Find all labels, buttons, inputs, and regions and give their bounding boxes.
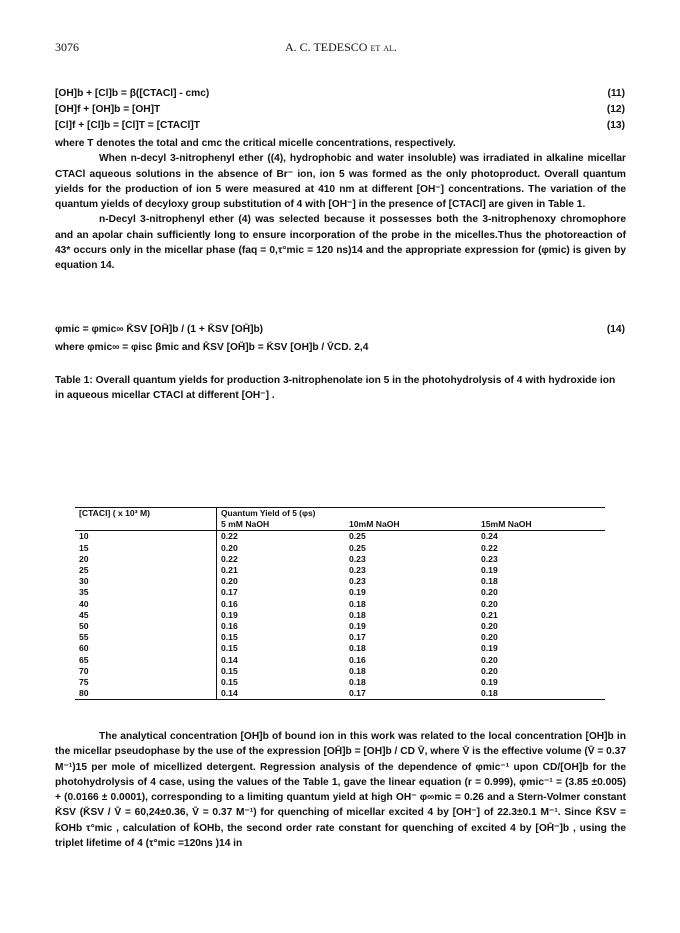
table-cell-yield: 0.15 [217,677,346,688]
table-row [75,576,605,587]
table-cell-yield: 0.17 [349,688,366,699]
paragraph-1: When n-decyl 3-nitrophenyl ether ((4), hydrophobic and water insoluble) was irradiated in alkaline micellar CTACl aqueous solutions in the absence of Br⁻ ion, ion 5 was formed as the only photoproduct. Overall quantum yields for the production of ion 5 were measured at 410 nm at different [OH⁻] concentrations. The variation of the quantum yields of decyloxy group substitution of 4 with [OH⁻] in the presence of [CTACl] are given in Table 1. [55,153,626,211]
table-cell-yield: 0.20 [217,576,346,587]
table-cell-yield: 0.22 [217,554,346,565]
table-cell-yield: 0.19 [349,587,366,598]
table-row [75,643,605,654]
table-cell-ctacl: 55 [79,632,89,643]
table-cell-ctacl: 70 [79,665,89,676]
equation-number: (13) [606,120,625,131]
table-cell-yield: 0.25 [349,531,366,542]
col-header-10mm: 10mM NaOH [345,519,477,531]
table-cell-yield: 0.23 [349,553,366,564]
table-caption-text: : Overall quantum yields for production 3-nitrophenolate ion 5 in the photohydrolysis of 4 with hydroxide ion in aqueous micellar CTACl at different [OH⁻] . [55,375,616,401]
table-body [75,531,605,700]
table-cell-ctacl: 15 [79,542,89,553]
paragraph-where-14: where φmic∞ = φisc βmic and K̄SV [OH̄]b = K̄SV [OH]b / V̄CD. 2,4 [55,342,369,353]
table-cell-yield: 0.25 [349,542,366,553]
col-header-5mm: 5 mM NaOH [217,519,346,531]
table-cell-yield: 0.20 [481,665,498,676]
table-row [75,565,605,576]
table-row [75,677,605,688]
table-cell-yield: 0.23 [481,553,498,564]
table-cell-yield: 0.21 [481,609,498,620]
table-cell-yield: 0.19 [481,676,498,687]
table-cell-yield: 0.19 [481,565,498,576]
table-cell-yield: 0.16 [349,654,366,665]
table-cell-yield: 0.22 [217,531,346,543]
equation-number: (14) [606,324,625,335]
equation-text: [OH]b + [Cl]b = β([CTACl] - cmc) [55,88,210,99]
table-row [75,531,605,543]
table-cell-ctacl: 35 [79,587,89,598]
paragraph-where: where T denotes the total and cmc the critical micelle concentrations, respectively. [55,138,456,149]
table-cell-ctacl: 60 [79,643,89,654]
table-cell-yield: 0.14 [217,654,346,665]
table-cell-ctacl: 40 [79,598,89,609]
table-cell-yield: 0.20 [481,632,498,643]
table-cell-yield: 0.15 [217,666,346,677]
table-cell-yield: 0.14 [217,688,346,700]
table-cell-yield: 0.20 [481,587,498,598]
table-row [75,666,605,677]
table-cell-ctacl: 50 [79,620,89,631]
table-cell-yield: 0.24 [481,531,498,542]
paragraph-3: The analytical concentration [OH]b of bound ion in this work was related to the local concentration [OH]b in the micellar pseudophase by the use of the expression [OH̄]b = [OH]b / CD V̄, where V̄ is the effective volume (V̄ = 0.37 M⁻¹)15 per mole of micellized detergent. Regression analysis of the dependence of φmic⁻¹ upon CD/[OH]b for the photohydrolysis of 4 case, using the values of the Table 1, gave the linear equation (r = 0.999), φmic⁻¹ = (3.85 ±0.005) + (0.0166 ± 0.0001), corresponding to a limiting quantum yield at high OH⁻ φ∞mic = 0.26 and a Stern-Volmer constant K̄SV (K̄SV / V̄ = 60,24±0.36, V̄ = 0.37 M⁻¹) for quenching of micellar excited 4 by [OH⁻] of 22.3±0.1 M⁻¹. Since K̄SV = k̄OHb τ°mic , calculation of k̄OHb, the second order rate constant for quenching of excited 4 by [OH̄⁻]b , using the triplet lifetime of 4 (τ°mic =120ns )14 in [55,731,626,850]
table-cell-yield: 0.20 [481,620,498,631]
table-cell-ctacl: 20 [79,553,89,564]
page-number: 3076 [55,40,79,54]
table-cell-ctacl: 80 [79,688,89,699]
table-cell-yield: 0.21 [217,565,346,576]
table-cell-ctacl: 45 [79,609,89,620]
table-row [75,587,605,598]
equation-12 [55,104,625,118]
table-cell-yield: 0.18 [349,665,366,676]
table-cell-yield: 0.15 [217,632,346,643]
equation-number: (12) [606,104,625,115]
table-cell-yield: 0.19 [481,643,498,654]
table-cell-yield: 0.18 [349,676,366,687]
paragraph-2: n-Decyl 3-nitrophenyl ether (4) was selected because it possesses both the 3-nitrophenoxy chromophore and an apolar chain sufficiently long to ensure incorporation of the probe in the micelles.Thus the photoreaction of 43* occurs only in the micellar phase (faq = 0,τ°mic = 120 ns)14 and the appropriate expression for (φmic) is given by equation 14. [55,214,626,272]
equation-13 [55,120,625,134]
table-cell-yield: 0.20 [217,543,346,554]
equation-text: [Cl]f + [Cl]b = [Cl]T = [CTACl]T [55,120,200,131]
table-cell-ctacl: 75 [79,676,89,687]
table-caption [55,373,626,403]
equation-11 [55,88,625,102]
table-label: Table 1 [55,375,90,386]
table-cell-yield: 0.18 [349,598,366,609]
table-cell-yield: 0.16 [217,621,346,632]
table-cell-yield: 0.18 [481,688,498,699]
table-cell-yield: 0.18 [349,609,366,620]
equation-text: [OH]f + [OH]b = [OH]T [55,104,161,115]
table-row [75,599,605,610]
table-cell-yield: 0.20 [481,654,498,665]
equation-14 [55,324,625,338]
quantum-yield-table [75,507,605,700]
col-header-15mm: 15mM NaOH [477,519,605,531]
group-header-quantum-yield: Quantum Yield of 5 (φs) [217,508,606,520]
table-row [75,632,605,643]
table-cell-yield: 0.19 [349,620,366,631]
table-row [75,688,605,700]
col-header-ctacl: [CTACl] ( x 10³ M) [79,508,150,519]
table-cell-yield: 0.20 [481,598,498,609]
table-cell-yield: 0.23 [349,565,366,576]
table-cell-yield: 0.23 [349,576,366,587]
equation-14-where [55,340,626,355]
table-cell-yield: 0.16 [217,599,346,610]
table-row [75,554,605,565]
table-cell-yield: 0.18 [481,576,498,587]
table-cell-ctacl: 10 [79,531,89,542]
table-cell-yield: 0.18 [349,643,366,654]
running-title: A. C. TEDESCO et al. [285,40,397,54]
table-cell-ctacl: 25 [79,565,89,576]
equation-text: φmic = φmic∞ K̄SV [OH̄]b / (1 + K̄SV [OH̄]b) [55,324,264,335]
table-cell-ctacl: 65 [79,654,89,665]
equation-number: (11) [607,88,625,99]
body-text-2 [55,729,626,851]
table-cell-ctacl: 30 [79,576,89,587]
table-cell-yield: 0.22 [481,542,498,553]
body-text-1 [55,136,626,274]
table-cell-yield: 0.17 [349,632,366,643]
table-row [75,543,605,554]
table-row [75,610,605,621]
table-row [75,654,605,665]
table-cell-yield: 0.17 [217,587,346,598]
table-row [75,621,605,632]
table-cell-yield: 0.15 [217,643,346,654]
table-cell-yield: 0.19 [217,610,346,621]
